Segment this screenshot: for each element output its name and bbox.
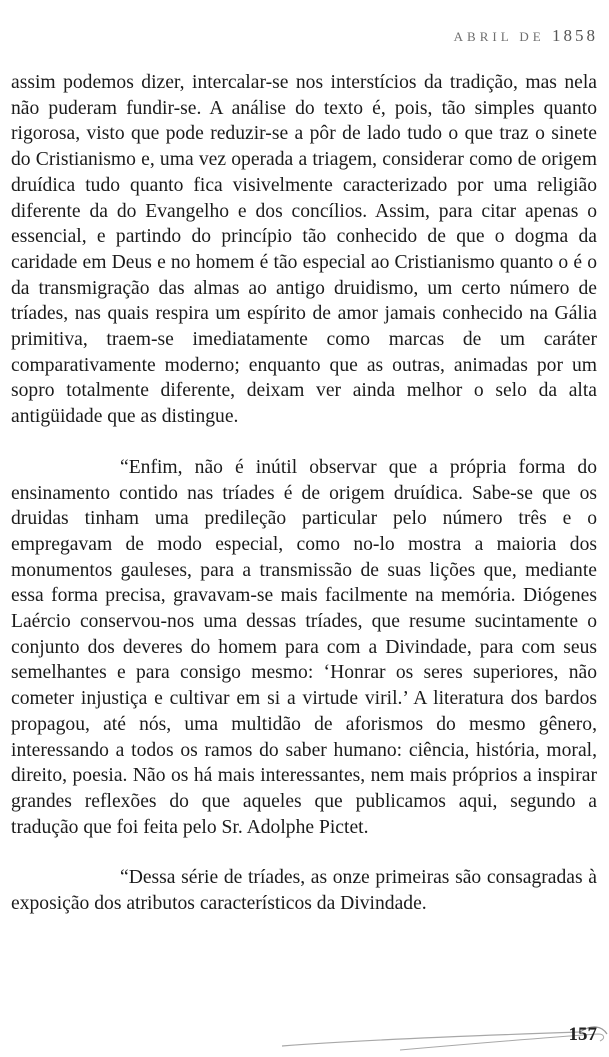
page-number: 157	[568, 1024, 597, 1045]
header-year: 1858	[552, 26, 598, 45]
header-month: ABRIL DE	[453, 29, 545, 44]
page-body	[11, 70, 597, 917]
paragraph-3: “Dessa série de tríades, as onze primeiras são consagradas à exposição dos atributos característicos da Divindade.	[11, 867, 597, 915]
running-header	[454, 26, 598, 46]
paragraph-1: assim podemos dizer, intercalar-se nos interstícios da tradição, mas nela não puderam fundir-se. A análise do texto é, pois, tão simples quanto rigorosa, visto que pode reduzir-se a pôr de lado tudo o que traz o sinete do Cristianismo e, uma vez operada a triagem, considerar como de origem druídica tudo quanto fica visivelmente caracterizado por uma religião diferente da do Evangelho e dos concílios. Assim, para citar apenas o essencial, e partindo do princípio tão conhecido de que o dogma da caridade em Deus e no homem é tão especial ao Cristianismo quanto o é o da transmigração das almas ao antigo druidismo, um certo número de tríades, nas quais respira um espírito de amor jamais conhecido na Gália primitiva, traem-se imediatamente como marcas de um caráter comparativamente moderno; enquanto que as outras, animadas por um sopro totalmente diferente, deixam ver ainda melhor o selo da alta antigüidade que as distingue.	[11, 72, 597, 428]
footer-ornament-icon	[280, 1010, 609, 1057]
paragraph-2: “Enfim, não é inútil observar que a própria forma do ensinamento contido nas tríades é de origem druídica. Sabe-se que os druidas tinham uma predileção particular pelo número três e o empregavam de modo especial, como no-lo mostra a maioria dos monumentos gauleses, para a transmissão de suas lições que, mediante essa forma precisa, gravavam-se mais facilmente na memória. Diógenes Laércio conservou-nos uma dessas tríades, que resume sucintamente o conjunto dos deveres do homem para com a Divindade, para com seus semelhantes e para consigo mesmo: ‘Honrar os seres superiores, não cometer injustiça e cultivar em si a virtude viril.’ A literatura dos bardos propagou, até nós, uma multidão de aforismos do mesmo gênero, interessando a todos os ramos do saber humano: ciência, história, moral, direito, poesia. Não os há mais interessantes, nem mais próprios a inspirar grandes reflexões do que aqueles que publicamos aqui, segundo a tradução que foi feita pelo Sr. Adolphe Pictet.	[11, 456, 597, 838]
